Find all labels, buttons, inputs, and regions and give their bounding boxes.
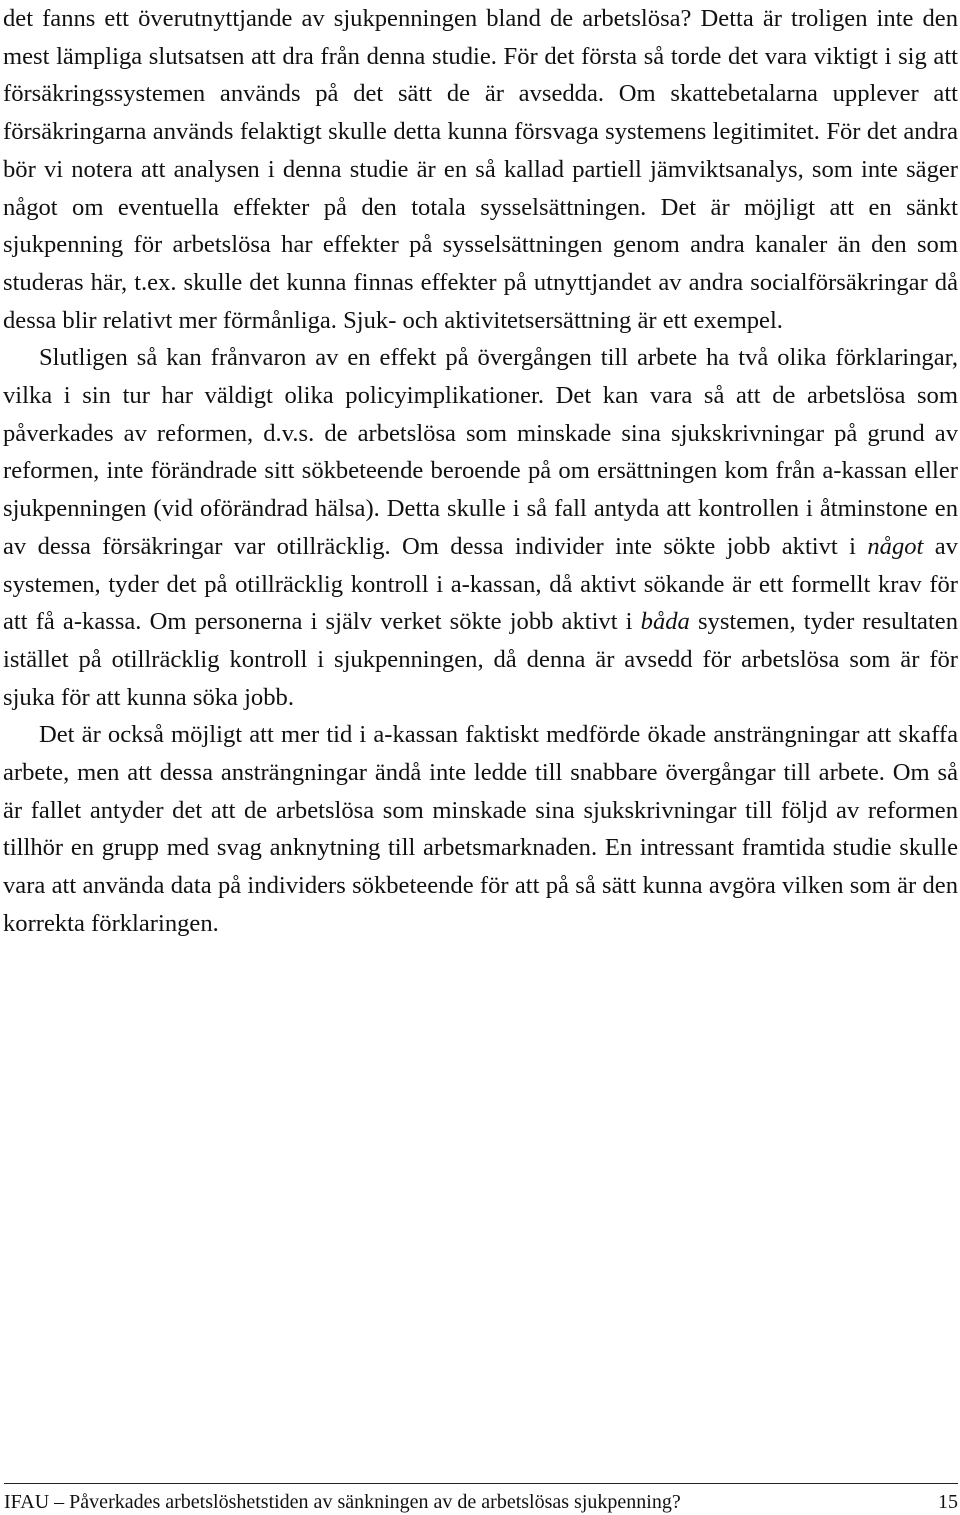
paragraph <box>3 716 958 942</box>
page-number: 15 <box>938 1491 958 1513</box>
document-body <box>3 0 958 943</box>
paragraph <box>3 339 958 716</box>
text-run: systemen, tyder resultaten istället på otillräcklig kontroll i sjukpenningen, då denna är avsedd för arbetslösa som är för sjuka för att kunna söka jobb. <box>3 608 958 711</box>
text-run: Slutligen så kan frånvaron av en effekt på övergången till arbete ha två olika förklaringar, vilka i sin tur har väldigt olika policyimplikationer. Det kan vara så att de arbetslösa som påverkades av reformen, d.v.s. de arbetslösa som minskade sina sjukskrivningar på grund av reformen, inte förändrade sitt sökbeteende beroende på om ersättningen kom från a-kassan eller sjukpenningen (vid oförändrad hälsa). Detta skulle i så fall antyda att kontrollen i åtminstone en av dessa försäkringar var otillräcklig. Om dessa individer inte sökte jobb aktivt i <box>3 344 958 560</box>
text-run: det fanns ett överutnyttjande av sjukpenningen bland de arbetslösa? Detta är troligen inte den mest lämpliga slutsatsen att dra från denna studie. För det första så torde det vara viktigt i sig att försäkringssystemen används på det sätt de är avsedda. Om skattebetalarna upplever att försäkringarna används felaktigt skulle detta kunna försvaga systemens legitimitet. För det andra bör vi notera att analysen i denna studie är en så kallad partiell jämviktsanalys, som inte säger något om eventuella effekter på den totala sysselsättningen. Det är möjligt att en sänkt sjukpenning för arbetslösa har effekter på sysselsättningen genom andra kanaler än den som studeras här, t.ex. skulle det kunna finnas effekter på utnyttjandet av andra socialförsäkringar då dessa blir relativt mer förmånliga. Sjuk- och aktivitetsersättning är ett exempel. <box>3 5 958 334</box>
emphasized-text: något <box>867 532 924 560</box>
emphasized-text: båda <box>640 608 690 636</box>
page-footer <box>4 1483 958 1514</box>
running-title: IFAU – Påverkades arbetslöshetstiden av sänkningen av de arbetslösas sjukpenning? <box>4 1491 681 1513</box>
text-run: Det är också möjligt att mer tid i a-kassan faktiskt medförde ökade ansträngningar att skaffa arbete, men att dessa ansträngningar ändå inte ledde till snabbare övergångar till arbete. Om så är fallet antyder det att de arbetslösa som minskade sina sjukskrivningar till följd av reformen tillhör en grupp med svag anknytning till arbetsmarknaden. En intressant framtida studie skulle vara att använda data på individers sökbeteende för att på så sätt kunna avgöra vilken som är den korrekta förklaringen. <box>3 721 958 937</box>
paragraph <box>3 0 958 339</box>
text-run: av systemen, tyder det på otillräcklig kontroll i a-kassan, då aktivt sökande är ett formellt krav för att få a-kassa. Om personerna i själv verket sökte jobb aktivt i <box>3 532 958 636</box>
